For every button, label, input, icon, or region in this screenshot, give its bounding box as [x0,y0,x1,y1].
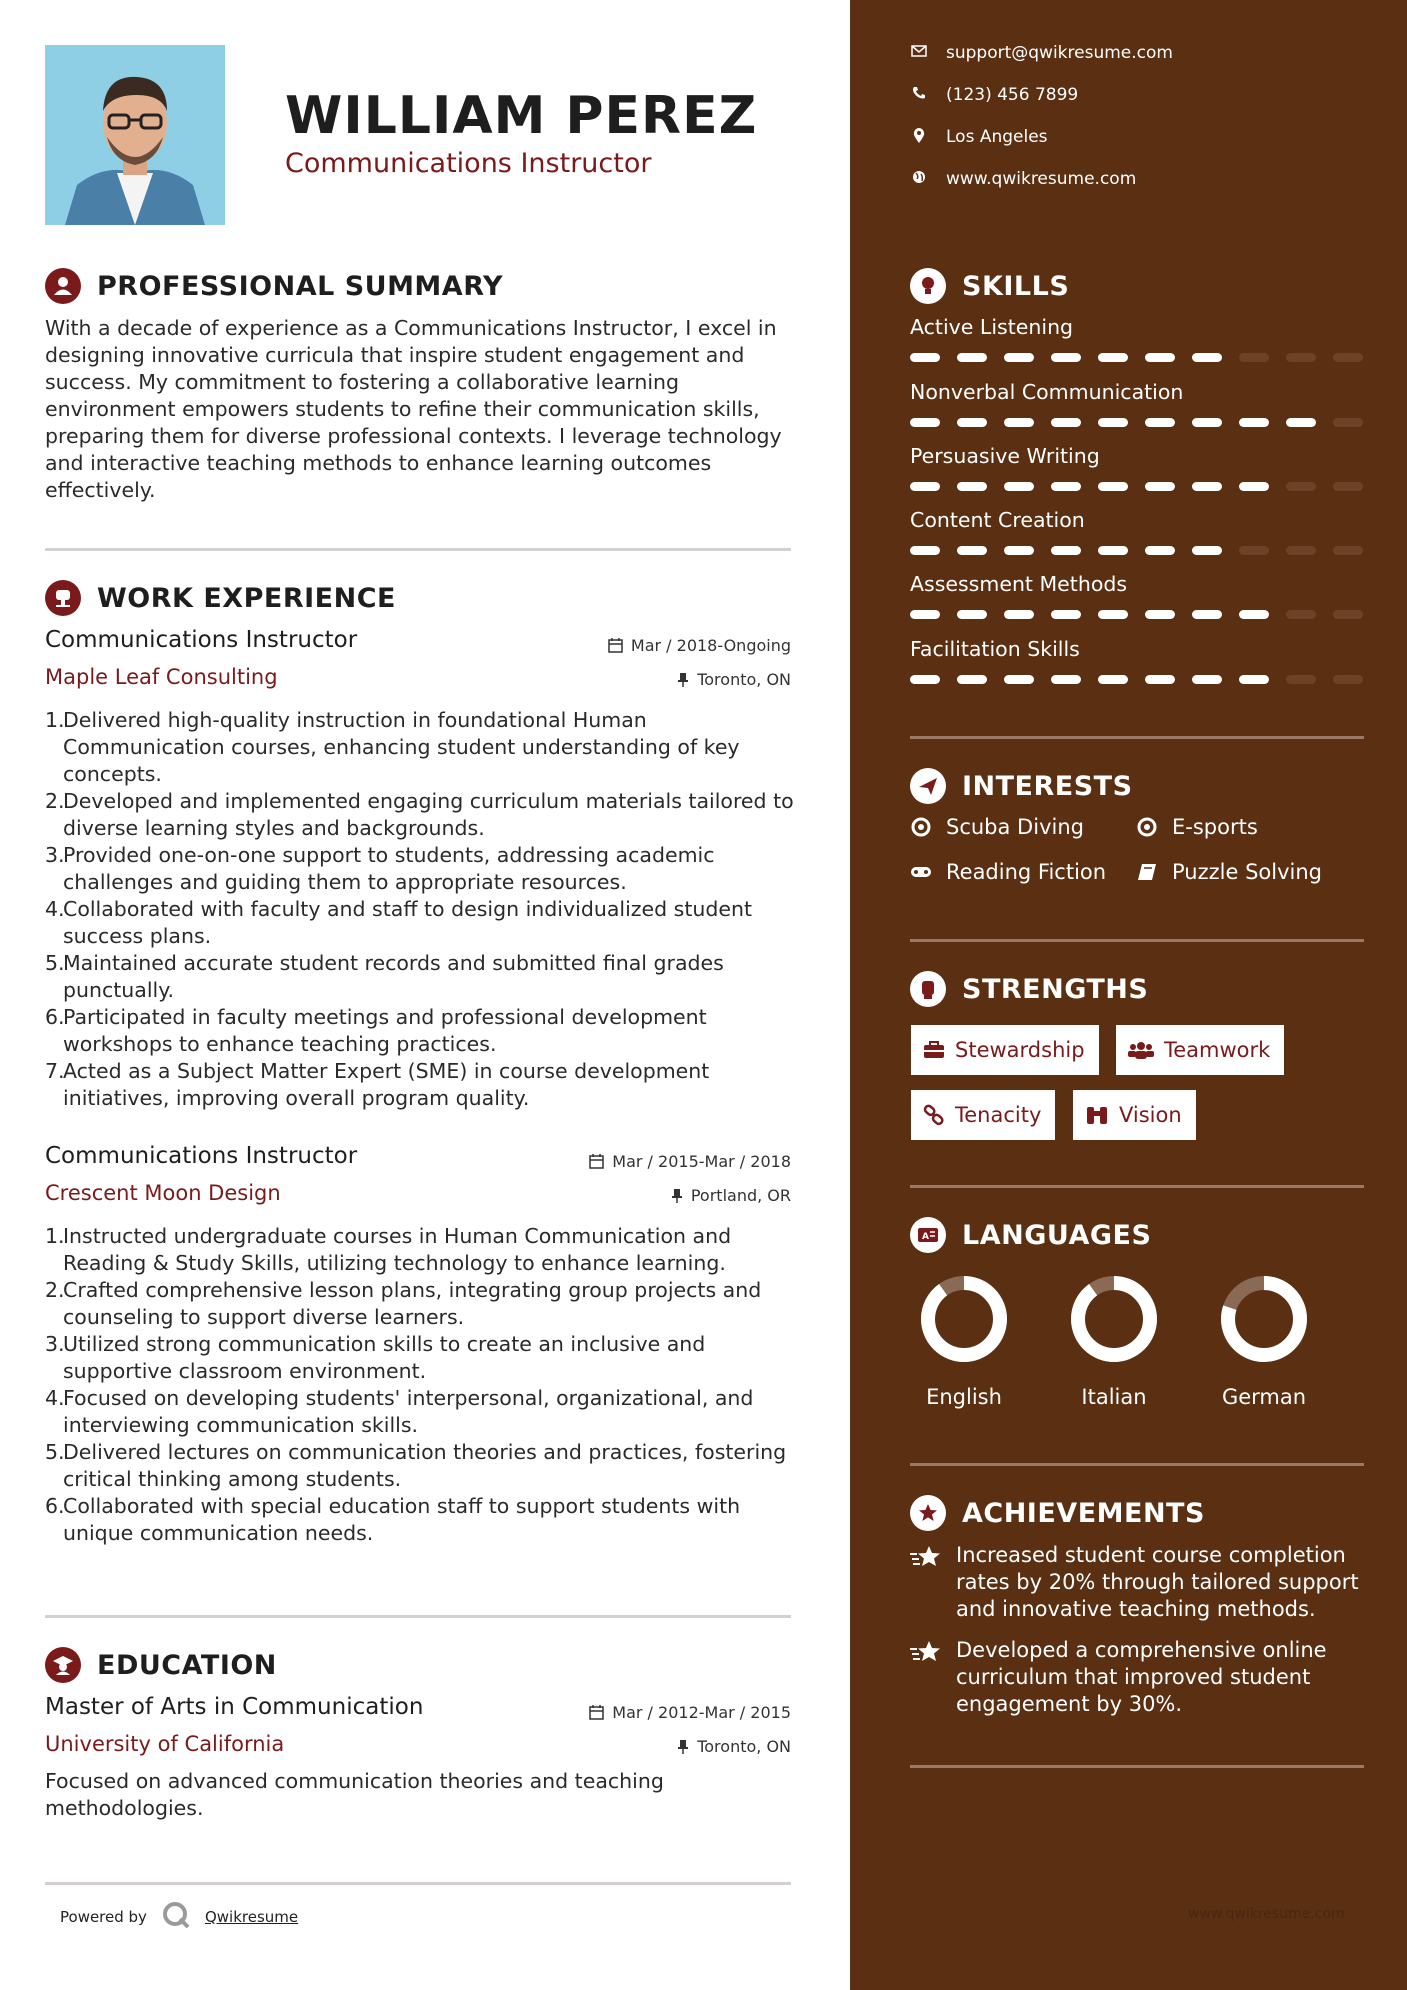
interest-item [1136,860,1322,884]
profile-photo [45,45,225,225]
list-item: Delivered lectures on communication theories and practices, fostering critical thinking among students. [63,1440,787,1491]
divider [45,1882,791,1885]
education-date [589,1703,791,1722]
skill-segment [1192,546,1222,555]
language-ring [1218,1273,1310,1365]
summary-heading [45,268,503,304]
skill-segment [1051,482,1081,491]
achievement-text: Developed a comprehensive online curriculum that improved student engagement by 30%. [956,1638,1327,1716]
list-item: Crafted comprehensive lesson plans, integrating group projects and counseling to support diverse learners. [63,1278,762,1329]
skill-segment [1051,546,1081,555]
skill-segment [1145,353,1175,362]
degree-title: Master of Arts in Communication [45,1694,424,1720]
education-heading [45,1647,277,1683]
pin-icon [677,672,689,687]
skill-segment [1004,675,1034,684]
achievement-item [910,1637,1370,1718]
language-name: German [1221,1385,1307,1409]
users-icon [1128,1041,1154,1059]
divider [45,548,791,551]
skill-segment [1004,610,1034,619]
skill-segment [1333,610,1363,619]
skill-segment [1286,482,1316,491]
education-location-text: Toronto, ON [697,1737,791,1756]
languages-title: LANGUAGES [962,1219,1152,1251]
skill-segment [1192,675,1222,684]
job-company: Maple Leaf Consulting [45,665,278,689]
skill-segment [1145,610,1175,619]
skill-segment [910,610,940,619]
phone-icon [910,86,928,104]
skill-bar [910,418,1380,427]
divider [910,1185,1364,1188]
lifebuoy-icon [910,816,932,838]
list-item: Collaborated with special education staff to support students with unique communication needs. [63,1494,741,1545]
gamepad-icon [910,861,932,883]
skill-name: Facilitation Skills [910,637,1080,661]
job-bullets [45,1223,813,1547]
skill-name: Persuasive Writing [910,444,1100,468]
strength-label: Stewardship [955,1038,1085,1062]
divider [910,1765,1364,1768]
link-icon [923,1104,945,1126]
star-badge-icon [910,1495,946,1531]
skill-segment [957,675,987,684]
skill-segment [957,482,987,491]
book-icon [1136,861,1158,883]
job-date-text: Mar / 2015-Mar / 2018 [612,1152,791,1171]
job-title: Communications Instructor [45,1143,358,1169]
skill-segment [1333,546,1363,555]
skill-segment [957,418,987,427]
job-location-text: Toronto, ON [697,670,791,689]
divider [910,736,1364,739]
list-item: Participated in faculty meetings and professional development workshops to enhance teaching practices. [63,1005,707,1056]
strengths-title: STRENGTHS [962,973,1149,1005]
strengths-heading [910,971,1148,1007]
job-location [671,1186,791,1205]
skill-name: Nonverbal Communication [910,380,1184,404]
achievement-text: Increased student course completion rates by 20% through tailored support and innovative teaching methods. [956,1543,1359,1621]
interest-label: Puzzle Solving [1172,860,1322,884]
skill-segment [1098,675,1128,684]
job-company: Crescent Moon Design [45,1181,281,1205]
translate-icon [910,1217,946,1253]
divider [45,1615,791,1618]
skill-segment [1286,353,1316,362]
qwikresume-link[interactable]: Qwikresume [204,1908,299,1926]
list-item: Utilized strong communication skills to create an inclusive and supportive classroom environment. [63,1332,706,1383]
watermark: www.qwikresume.com [1188,1906,1345,1922]
skill-segment [1098,482,1128,491]
skill-segment [957,546,987,555]
lightbulb-icon [910,268,946,304]
language-ring-fill [928,1283,1000,1355]
candidate-name: WILLIAM PEREZ [285,86,758,146]
divider [910,939,1364,942]
envelope-icon [910,45,928,61]
strength-chip [911,1025,1099,1075]
skill-segment [1286,546,1316,555]
star-icon [910,1542,944,1623]
binoculars-icon [1085,1105,1109,1125]
list-item: Provided one-on-one support to students, addressing academic challenges and guiding them to appropriate resources. [63,843,715,894]
svg-text:A: A [922,1232,930,1242]
language-name: Italian [1081,1385,1147,1409]
skill-segment [1192,482,1222,491]
education-title: EDUCATION [97,1649,277,1681]
calendar-icon [608,638,623,653]
skill-segment [1239,353,1269,362]
skill-segment [957,610,987,619]
fist-icon [910,971,946,1007]
strength-label: Vision [1119,1103,1182,1127]
skill-segment [1333,482,1363,491]
skill-segment [1004,353,1034,362]
skill-bar [910,675,1380,684]
skill-segment [1192,418,1222,427]
contact-location [910,127,1048,147]
skill-segment [1051,675,1081,684]
skill-segment [1239,610,1269,619]
interest-item [910,860,1106,884]
strength-label: Teamwork [1164,1038,1271,1062]
skill-segment [910,418,940,427]
skill-segment [1286,418,1316,427]
graduate-icon [45,1647,81,1683]
education-location [677,1737,791,1756]
paper-plane-icon [910,768,946,804]
phone-text: (123) 456 7899 [946,85,1079,105]
contact-website [910,169,1136,189]
map-pin-icon [910,128,928,147]
job-date [589,1152,791,1171]
languages-heading [910,1217,1151,1253]
strength-chip [911,1090,1055,1140]
contact-phone [910,85,1078,105]
skill-name: Content Creation [910,508,1085,532]
interests-heading [910,768,1133,804]
summary-text: With a decade of experience as a Communications Instructor, I excel in designing innovative curricula that inspire student engagement and success. My commitment to fostering a collaborative learning environment empowers students to refine their communication skills, preparing them for diverse professional contexts. I leverage technology and interactive teaching methods to enhance learning outcomes effectively. [45,316,782,502]
skill-segment [1192,610,1222,619]
calendar-icon [589,1154,604,1169]
list-item: Maintained accurate student records and submitted final grades punctually. [63,951,724,1002]
skill-name: Assessment Methods [910,572,1128,596]
skill-segment [1145,675,1175,684]
skill-segment [1192,353,1222,362]
list-item: Instructed undergraduate courses in Human Communication and Reading & Study Skills, utilizing technology to enhance learning. [63,1224,732,1275]
job-date-text: Mar / 2018-Ongoing [630,636,791,655]
interest-item [910,815,1084,839]
skill-segment [1239,675,1269,684]
interest-item [1136,815,1258,839]
website-text[interactable]: www.qwikresume.com [946,169,1137,189]
strength-label: Tenacity [955,1103,1042,1127]
qwikresume-logo-icon [161,1900,191,1934]
skill-name: Active Listening [910,315,1074,339]
lifebuoy-icon [1136,816,1158,838]
user-icon [45,268,81,304]
interest-label: Scuba Diving [946,815,1084,839]
skill-segment [1239,546,1269,555]
skill-segment [1145,418,1175,427]
interest-label: E-sports [1172,815,1258,839]
briefcase-icon [923,1041,945,1059]
skill-segment [1286,675,1316,684]
language-ring [918,1273,1010,1365]
job-date [608,636,791,655]
skill-segment [1051,418,1081,427]
skill-segment [1333,675,1363,684]
skill-segment [1098,610,1128,619]
skill-segment [1004,546,1034,555]
school-name: University of California [45,1732,285,1756]
summary-title: PROFESSIONAL SUMMARY [97,270,504,302]
experience-title: WORK EXPERIENCE [97,582,396,614]
achievements-heading [910,1495,1205,1531]
list-item: Acted as a Subject Matter Expert (SME) in course development initiatives, improving overall program quality. [63,1059,710,1110]
calendar-icon [589,1705,604,1720]
skill-segment [910,546,940,555]
job-location [677,670,791,689]
list-item: Collaborated with faculty and staff to design individualized student success plans. [63,897,753,948]
skill-segment [1098,546,1128,555]
list-item: Focused on developing students' interpersonal, organizational, and interviewing communication skills. [63,1386,754,1437]
achievement-item [910,1542,1370,1623]
skill-segment [910,675,940,684]
skill-segment [910,353,940,362]
candidate-role: Communications Instructor [285,148,652,179]
email-text[interactable]: support@qwikresume.com [946,43,1173,63]
powered-by-text: Powered by [60,1908,147,1926]
list-item: Delivered high-quality instruction in foundational Human Communication courses, enhancing student understanding of key concepts. [63,708,740,786]
skill-segment [1239,418,1269,427]
star-icon [910,1637,944,1718]
job-bullets [45,707,813,1112]
list-item: Developed and implemented engaging curriculum materials tailored to diverse learning styles and backgrounds. [63,789,794,840]
divider [910,1463,1364,1466]
skill-bar [910,482,1380,491]
skill-bar [910,353,1380,362]
pin-icon [671,1188,683,1203]
skill-segment [1286,610,1316,619]
skill-segment [957,353,987,362]
skills-title: SKILLS [962,270,1070,302]
education-description: Focused on advanced communication theories and teaching methodologies. [45,1769,664,1820]
education-date-text: Mar / 2012-Mar / 2015 [612,1703,791,1722]
skill-segment [1051,353,1081,362]
strength-chip [1116,1025,1284,1075]
pin-icon [677,1739,689,1754]
skill-segment [1333,353,1363,362]
skill-segment [1004,482,1034,491]
language-name: English [926,1385,1002,1409]
globe-icon [910,170,928,188]
skill-segment [1051,610,1081,619]
skill-segment [1098,418,1128,427]
location-text: Los Angeles [946,127,1048,147]
contact-email [910,43,1173,63]
language-ring-fill [1078,1283,1150,1355]
skill-segment [1145,482,1175,491]
interest-label: Reading Fiction [946,860,1107,884]
briefcase-chair-icon [45,580,81,616]
skill-segment [1098,353,1128,362]
skill-segment [910,482,940,491]
experience-heading [45,580,396,616]
job-title: Communications Instructor [45,627,358,653]
job-location-text: Portland, OR [690,1186,791,1205]
skill-segment [1004,418,1034,427]
skill-bar [910,546,1380,555]
skill-segment [1145,546,1175,555]
skill-segment [1333,418,1363,427]
skill-bar [910,610,1380,619]
achievements-title: ACHIEVEMENTS [962,1497,1205,1529]
skill-segment [1239,482,1269,491]
skills-heading [910,268,1069,304]
language-ring [1068,1273,1160,1365]
interests-title: INTERESTS [962,770,1133,802]
footer [60,1900,298,1934]
strength-chip [1073,1090,1196,1140]
